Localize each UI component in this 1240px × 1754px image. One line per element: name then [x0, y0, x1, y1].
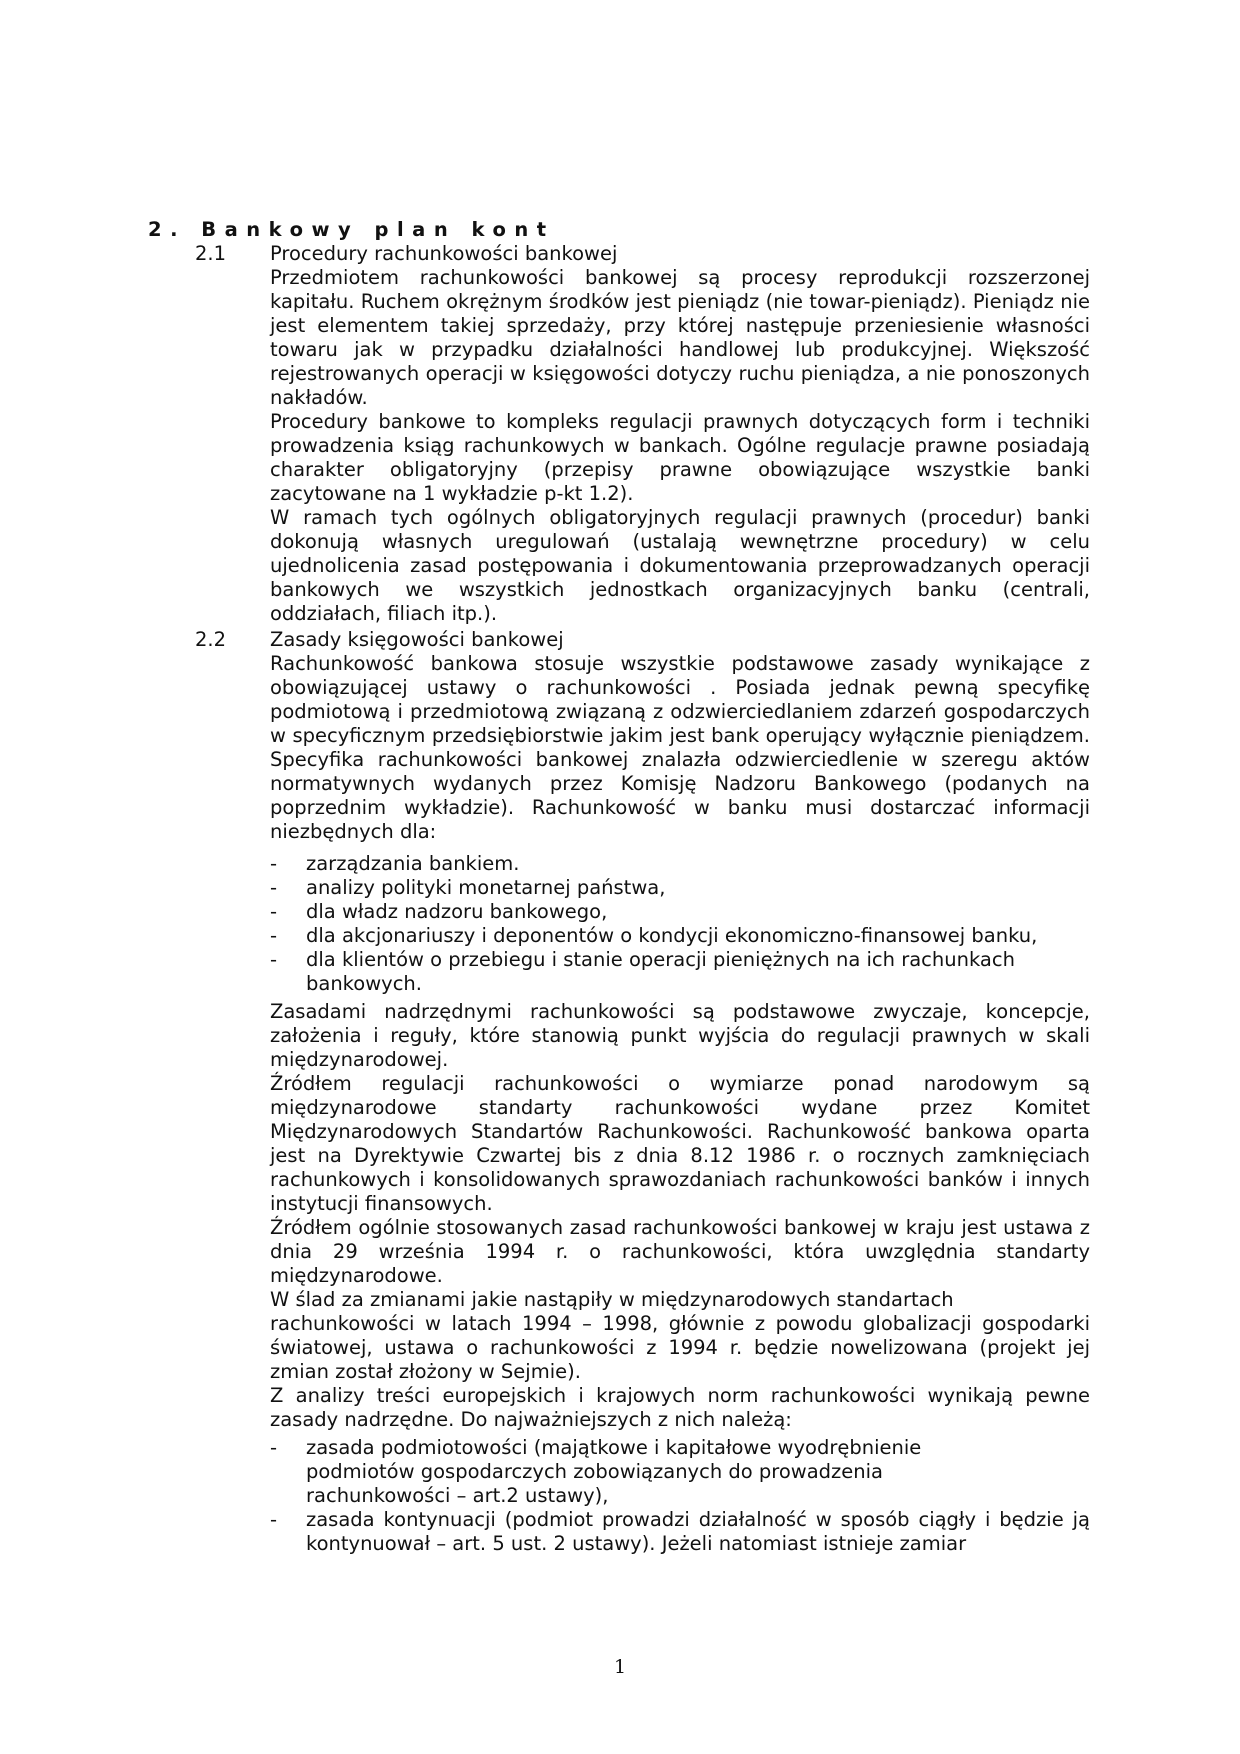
chapter-heading: 2. Bankowy plan kont [148, 218, 555, 241]
list-item: - dla akcjonariuszy i deponentów o kondycji ekonomiczno-finansowej banku, [270, 924, 1090, 948]
list-item: - analizy polityki monetarnej państwa, [270, 876, 1090, 900]
paragraph: rachunkowości w latach 1994 – 1998, głównie z powodu globalizacji gospodarki światowej, ustawa o rachunkowości z 1994 r. będzie nowelizowana (projekt jej zmian został złożony w Sejmie). [270, 1312, 1090, 1383]
section-2-2 [195, 628, 1090, 844]
section-2-1 [195, 242, 1090, 626]
principles-list [270, 1436, 1090, 1556]
section-title: Procedury rachunkowości bankowej [270, 242, 618, 265]
paragraph: Przedmiotem rachunkowości bankowej są procesy reprodukcji rozszerzonej kapitału. Ruchem okrężnym środków jest pieniądz (nie towar-pieniądz). Pieniądz nie jest elementem takiej sprzedaży, przy której następuje przeniesienie własności towaru jak w przypadku działalności handlowej lub produkcyjnej. Większość rejestrowanych operacji w księgowości dotyczy ruchu pieniądza, a nie ponoszonych nakładów. [270, 266, 1090, 409]
list-item: - dla władz nadzoru bankowego, [270, 900, 1090, 924]
paragraph: W ramach tych ogólnych obligatoryjnych regulacji prawnych (procedur) banki dokonują własnych uregulowań (ustalają wewnętrzne procedury) w celu ujednolicenia zasad postępowania i dokumentowania przeprowadzanych operacji bankowych we wszystkich jednostkach organizacyjnych banku (centrali, oddziałach, filiach itp.). [270, 506, 1090, 625]
list-item: - zarządzania bankiem. [270, 852, 1090, 876]
section-2-2-continued [270, 1000, 1090, 1432]
section-title: Zasady księgowości bankowej [270, 628, 564, 651]
paragraph: Zasadami nadrzędnymi rachunkowości są podstawowe zwyczaje, koncepcje, założenia i reguły, które stanowią punkt wyjścia do regulacji prawnych w skali międzynarodowej. [270, 1000, 1090, 1071]
information-needs-list [270, 852, 1090, 996]
paragraph: Źródłem regulacji rachunkowości o wymiarze ponad narodowym są międzynarodowe standarty rachunkowości wydane przez Komitet Międzynarodowych Standartów Rachunkowości. Rachunkowość bankowa oparta jest na Dyrektywie Czwartej bis z dnia 8.12 1986 r. o rocznych zamknięciach rachunkowych i konsolidowanych sprawozdaniach rachunkowości banków i innych instytucji finansowych. [270, 1072, 1090, 1215]
section-number: 2.2 [195, 628, 227, 651]
page-number: 1 [613, 1656, 627, 1678]
list-item: - zasada kontynuacji (podmiot prowadzi działalność w sposób ciągły i będzie ją kontynuował – art. 5 ust. 2 ustawy). Jeżeli natomiast istnieje zamiar [270, 1508, 1090, 1556]
paragraph: Procedury bankowe to kompleks regulacji prawnych dotyczących form i techniki prowadzenia ksiąg rachunkowych w bankach. Ogólne regulacje prawne posiadają charakter obligatoryjny (przepisy prawne obowiązujące wszystkie banki zacytowane na 1 wykładzie p-kt 1.2). [270, 410, 1090, 505]
list-item: - zasada podmiotowości (majątkowe i kapitałowe wyodrębnienie podmiotów gospodarczych zobowiązanych do prowadzenia rachunkowości – art.2 ustawy), [270, 1436, 1090, 1508]
section-number: 2.1 [195, 242, 227, 265]
list-item: - dla klientów o przebiegu i stanie operacji pieniężnych na ich rachunkach bankowych. [270, 948, 1090, 996]
paragraph: Z analizy treści europejskich i krajowych norm rachunkowości wynikają pewne zasady nadrzędne. Do najważniejszych z nich należą: [270, 1384, 1090, 1431]
paragraph: W ślad za zmianami jakie nastąpiły w międzynarodowych standartach [270, 1288, 954, 1311]
paragraph: Źródłem ogólnie stosowanych zasad rachunkowości bankowej w kraju jest ustawa z dnia 29 września 1994 r. o rachunkowości, która uwzględnia standarty międzynarodowe. [270, 1216, 1090, 1287]
paragraph: Rachunkowość bankowa stosuje wszystkie podstawowe zasady wynikające z obowiązującej ustawy o rachunkowości . Posiada jednak pewną specyfikę podmiotową i przedmiotową związaną z odzwierciedlaniem zdarzeń gospodarczych w specyficznym przedsiębiorstwie jakim jest bank operujący wyłącznie pieniądzem. Specyfika rachunkowości bankowej znalazła odzwierciedlenie w szeregu aktów normatywnych wydanych przez Komisję Nadzoru Bankowego (podanych na poprzednim wykładzie). Rachunkowość w banku musi dostarczać informacji niezbędnych dla: [270, 652, 1090, 843]
